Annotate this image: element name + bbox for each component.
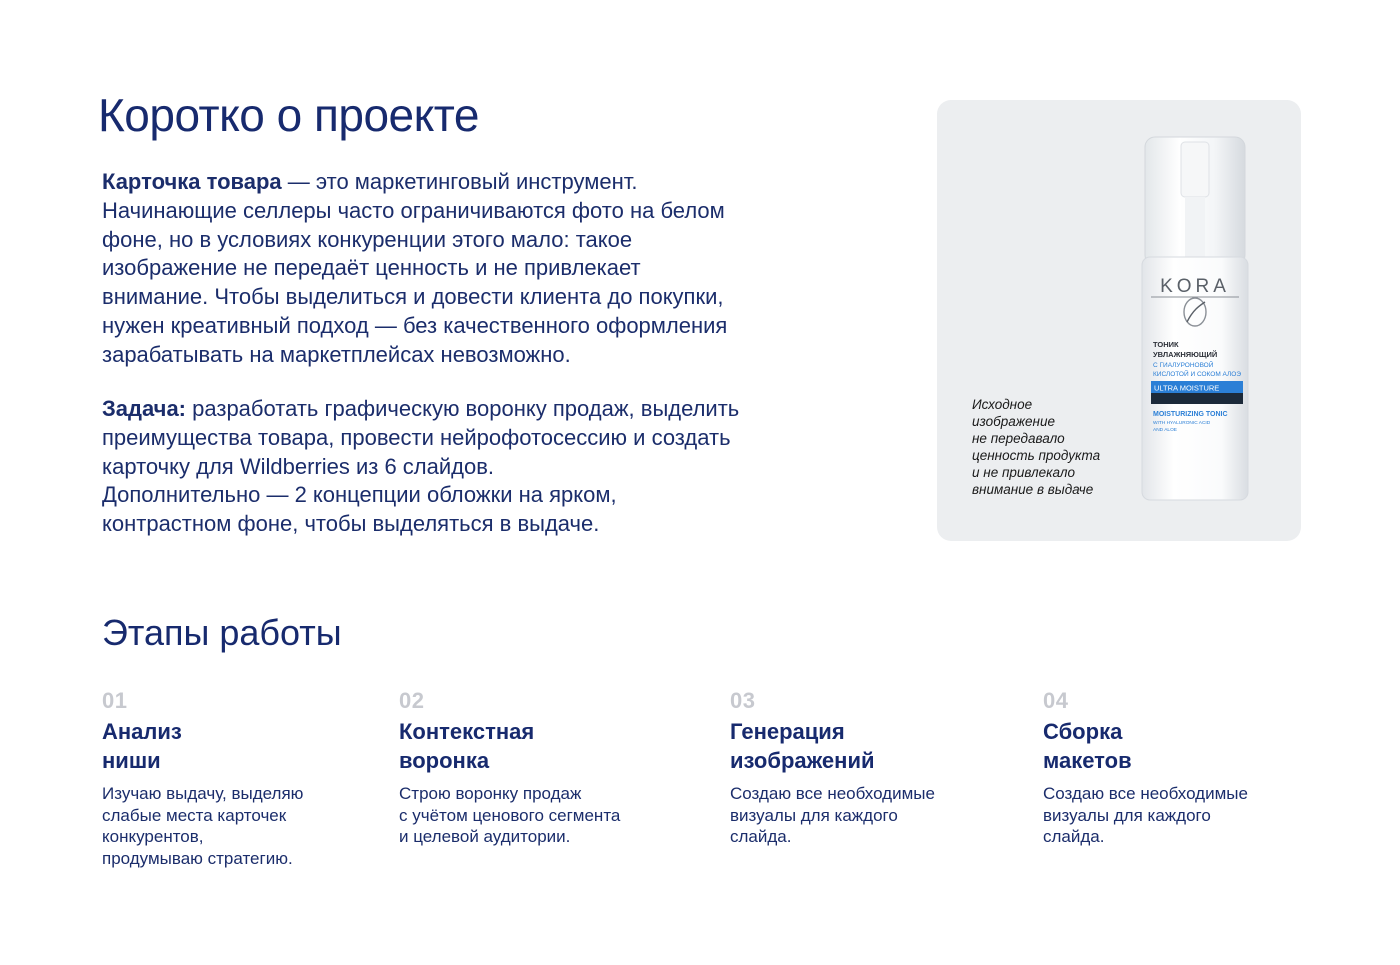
label-desc: КИСЛОТОЙ И СОКОМ АЛОЭ — [1153, 371, 1242, 378]
stage-title: Анализ ниши — [102, 719, 182, 773]
stage-title: Генерация изображений — [730, 719, 875, 773]
stage-description: Строю воронку продаж с учётом ценового сегмента и целевой аудитории. — [399, 784, 621, 846]
intro-line: фоне, но в условиях конкуренции этого мало: такое — [102, 226, 633, 252]
stages-title: Этапы работы — [102, 612, 342, 653]
product-brand: KORA — [1160, 276, 1230, 297]
label-desc: С ГИАЛУРОНОВОЙ — [1153, 362, 1214, 369]
intro-line: Начинающие селлеры часто ограничиваются фото на белом — [102, 197, 725, 223]
caption-line: не передавало — [972, 431, 1065, 446]
label-type: УВЛАЖНЯЮЩИЙ — [1153, 350, 1218, 359]
product-bottle-image — [1137, 132, 1253, 504]
stage-item — [399, 688, 620, 848]
stage-number: 01 — [102, 688, 128, 713]
intro-line: — это маркетинговый инструмент. — [281, 169, 638, 194]
intro-bold: Карточка товара — [102, 169, 282, 194]
stage-description: Создаю все необходимые визуалы для каждого слайда. — [1043, 784, 1248, 846]
stage-number: 02 — [399, 688, 425, 713]
stage-description: Создаю все необходимые визуалы для каждого слайда. — [730, 784, 935, 846]
stage-item — [730, 688, 935, 848]
task-bold: Задача: — [102, 396, 187, 421]
intro-paragraph — [102, 168, 902, 370]
intro-line: внимание. Чтобы выделиться и довести клиента до покупки, — [102, 284, 724, 310]
product-caption — [972, 396, 1132, 498]
label-en: MOISTURIZING TONIC — [1153, 411, 1228, 418]
task-line: Дополнительно — 2 концепции обложки на ярком, — [102, 482, 617, 508]
stage-number: 03 — [730, 688, 756, 713]
label-en: AND ALOE — [1153, 428, 1177, 433]
intro-line: нужен креативный подход — без качественного оформления — [102, 312, 728, 338]
stage-number: 04 — [1043, 688, 1069, 713]
label-name: ТОНИК — [1153, 340, 1179, 349]
task-paragraph — [102, 395, 902, 539]
task-line: контрастном фоне, чтобы выделяться в выдаче. — [102, 511, 600, 537]
stage-item — [102, 688, 303, 869]
intro-line: изображение не передаёт ценность и не привлекает — [102, 255, 641, 281]
stage-description: Изучаю выдачу, выделяю слабые места карточек конкурентов, продумываю стратегию. — [102, 784, 304, 868]
stage-item — [1043, 688, 1248, 848]
stage-title: Контекстная воронка — [399, 719, 535, 773]
caption-line: изображение — [972, 414, 1055, 429]
caption-line: и не привлекало — [972, 465, 1075, 480]
caption-line: внимание в выдаче — [972, 482, 1094, 497]
page-title: Коротко о проекте — [98, 89, 479, 141]
caption-line: Исходное — [972, 397, 1033, 412]
intro-line: зарабатывать на маркетплейсах невозможно. — [102, 341, 571, 367]
label-line: ULTRA MOISTURE — [1154, 383, 1220, 393]
task-line: преимущества товара, провести нейрофотосессию и создать — [102, 424, 731, 450]
task-line: разработать графическую воронку продаж, выделить — [186, 396, 740, 421]
stage-title: Сборка макетов — [1043, 719, 1132, 773]
task-line: карточку для Wildberries из 6 слайдов. — [102, 453, 495, 479]
product-image-card — [937, 100, 1301, 541]
caption-line: ценность продукта — [972, 448, 1101, 463]
label-en: WITH HYALURONIC ACID — [1153, 421, 1211, 426]
